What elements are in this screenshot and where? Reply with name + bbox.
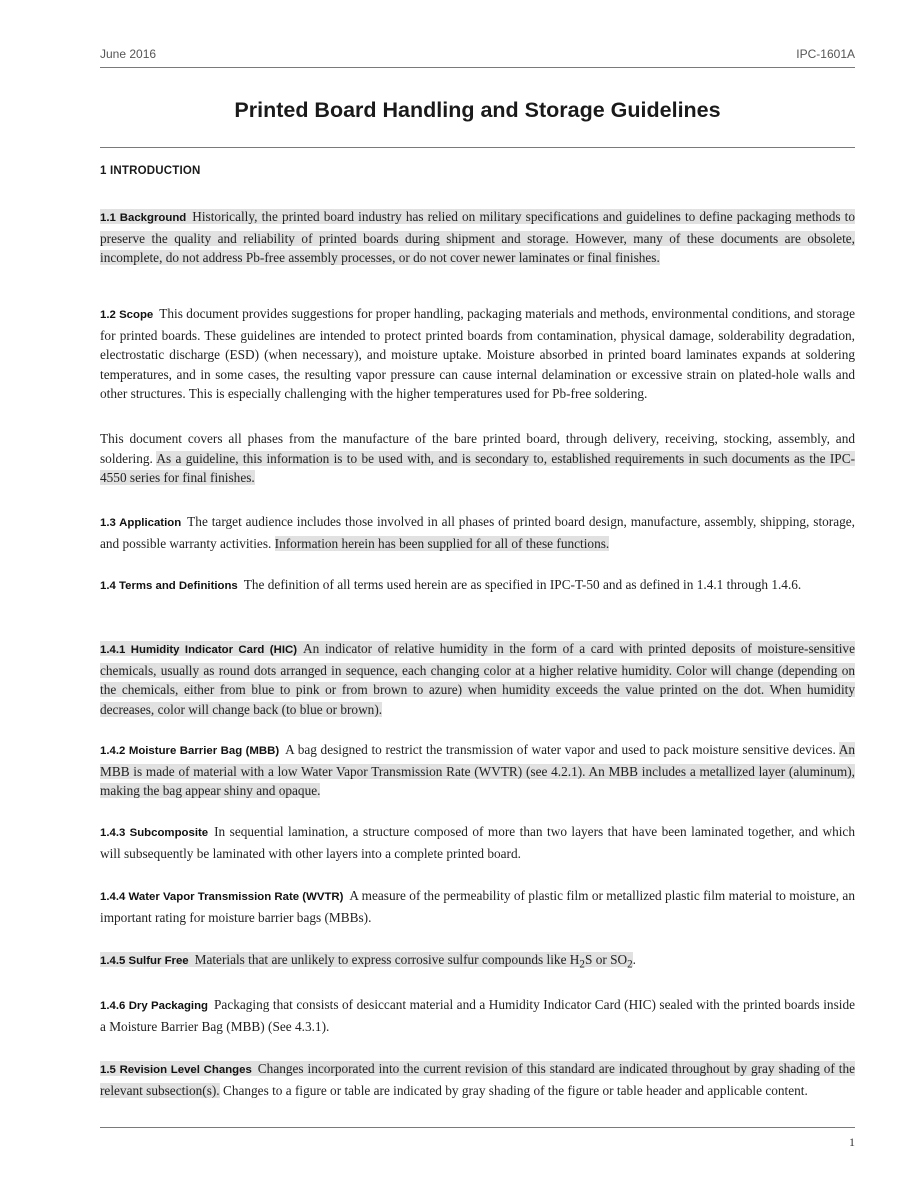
text-revision: Changes to a figure or table are indicated by gray shading of the figure or table header and applicable content. xyxy=(222,1082,808,1098)
heading-revision: 1.5 Revision Level Changes xyxy=(100,1064,252,1076)
paragraph-scope-coverage xyxy=(100,429,855,488)
text-sulfur-c: . xyxy=(632,952,636,967)
shaded-mbb: An MBB is made of material with a low Water Vapor Transmission Rate (WVTR) (see 4.2.1). An MBB includes a metallized layer (aluminum), making the bag appear shiny and opaque. xyxy=(100,742,855,798)
title-rule xyxy=(100,147,855,148)
shaded-revision: Changes incorporated into the current revision of this standard are indicated throughout by gray shading of the relevant subsection(s). xyxy=(100,1061,855,1098)
heading-mbb: 1.4.2 Moisture Barrier Bag (MBB) xyxy=(100,745,280,757)
text-scope: This document provides suggestions for proper handling, packaging materials and methods, environmental conditions, and storage for printed boards. These guidelines are intended to protect printed boards from contamination, physical damage, solderability degradation, electrostatic discharge (ESD) (when necessary), and moisture uptake. Moisture absorbed in printed board laminates expands at soldering temperatures, and in some cases, the resulting vapor pressure can cause internal delamination or excessive strain on plated-hole walls and other structures. This is especially challenging with the higher temperatures used for Pb-free soldering. xyxy=(100,306,855,401)
shaded-application: Information herein has been supplied for all of these functions. xyxy=(274,535,610,551)
text-wvtr: A measure of the permeability of plastic film or metallized plastic film material to moisture, an important rating for moisture barrier bags (MBBs). xyxy=(100,888,855,925)
footer-rule xyxy=(100,1127,855,1128)
paragraph-dry-packaging xyxy=(100,995,855,1036)
header-rule xyxy=(100,67,855,68)
shaded-span xyxy=(100,209,855,265)
paragraph-background xyxy=(100,207,855,268)
subscript-so2: 2 xyxy=(627,958,633,971)
heading-dry-packaging: 1.4.6 Dry Packaging xyxy=(100,1000,209,1012)
paragraph-subcomposite xyxy=(100,822,855,863)
text-terms: The definition of all terms used herein are as specified in IPC-T-50 and as defined in 1.4.1 through 1.4.6. xyxy=(243,577,802,592)
shaded-span xyxy=(100,641,855,717)
heading-hic: 1.4.1 Humidity Indicator Card (HIC) xyxy=(100,644,298,656)
heading-sulfur-free: 1.4.5 Sulfur Free xyxy=(100,955,189,967)
heading-application: 1.3 Application xyxy=(100,517,182,529)
text-sulfur-a: Materials that are unlikely to express corrosive sulfur compounds like H xyxy=(194,952,580,967)
text-subcomposite: In sequential lamination, a structure composed of more than two layers that have been laminated together, and which will subsequently be laminated with other layers into a complete printed board. xyxy=(100,824,855,861)
header-doc-id: IPC-1601A xyxy=(796,47,855,61)
paragraph-scope xyxy=(100,304,855,404)
text-mbb: A bag designed to restrict the transmission of water vapor and used to pack moisture sensitive devices. xyxy=(285,742,836,757)
heading-background: 1.1 Background xyxy=(100,212,187,224)
section-heading-introduction: 1 INTRODUCTION xyxy=(100,165,201,177)
paragraph-revision xyxy=(100,1059,855,1100)
text-dry-packaging: Packaging that consists of desiccant material and a Humidity Indicator Card (HIC) sealed with the printed boards inside a Moisture Barrier Bag (MBB) (See 4.3.1). xyxy=(100,997,855,1034)
text-background: Historically, the printed board industry has relied on military specifications and guidelines to define packaging methods to preserve the quality and reliability of printed boards during shipment and storage. However, many of these documents are obsolete, incomplete, do not address Pb-free assembly processes, or do not cover newer laminates or final finishes. xyxy=(100,209,856,265)
paragraph-hic xyxy=(100,639,855,719)
paragraph-sulfur-free xyxy=(100,950,855,975)
text-sulfur-b: S or SO xyxy=(584,952,628,967)
heading-scope: 1.2 Scope xyxy=(100,309,154,321)
text-scope-coverage: This document covers all phases from the manufacture of the bare printed board, through delivery, receiving, stocking, assembly, and soldering. xyxy=(100,431,855,466)
paragraph-application xyxy=(100,512,855,553)
page-title: Printed Board Handling and Storage Guidelines xyxy=(234,98,721,122)
heading-wvtr: 1.4.4 Water Vapor Transmission Rate (WVTR) xyxy=(100,891,344,903)
heading-subcomposite: 1.4.3 Subcomposite xyxy=(100,827,209,839)
paragraph-wvtr xyxy=(100,886,855,927)
shaded-span xyxy=(100,952,633,971)
text-application: The target audience includes those involved in all phases of printed board design, manufacture, assembly, shipping, storage, and possible warranty activities. xyxy=(100,514,855,551)
paragraph-terms xyxy=(100,575,855,597)
page-number: 1 xyxy=(849,1135,855,1149)
heading-terms: 1.4 Terms and Definitions xyxy=(100,580,238,592)
subscript-h2s: 2 xyxy=(579,958,585,971)
paragraph-mbb xyxy=(100,740,855,801)
shaded-scope-guideline: As a guideline, this information is to be used with, and is secondary to, established requirements in such documents as the IPC-4550 series for final finishes. xyxy=(100,450,855,485)
text-hic: An indicator of relative humidity in the form of a card with printed deposits of moisture-sensitive chemicals, usually as round dots arranged in sequence, each changing color at a higher relative humidity. Color will change (depending on the chemicals, either from blue to pink or from brown to azure) when humidity exceeds the value printed on the dot. When humidity decreases, color will change back (to blue or brown). xyxy=(100,641,855,717)
header-date: June 2016 xyxy=(100,47,157,61)
